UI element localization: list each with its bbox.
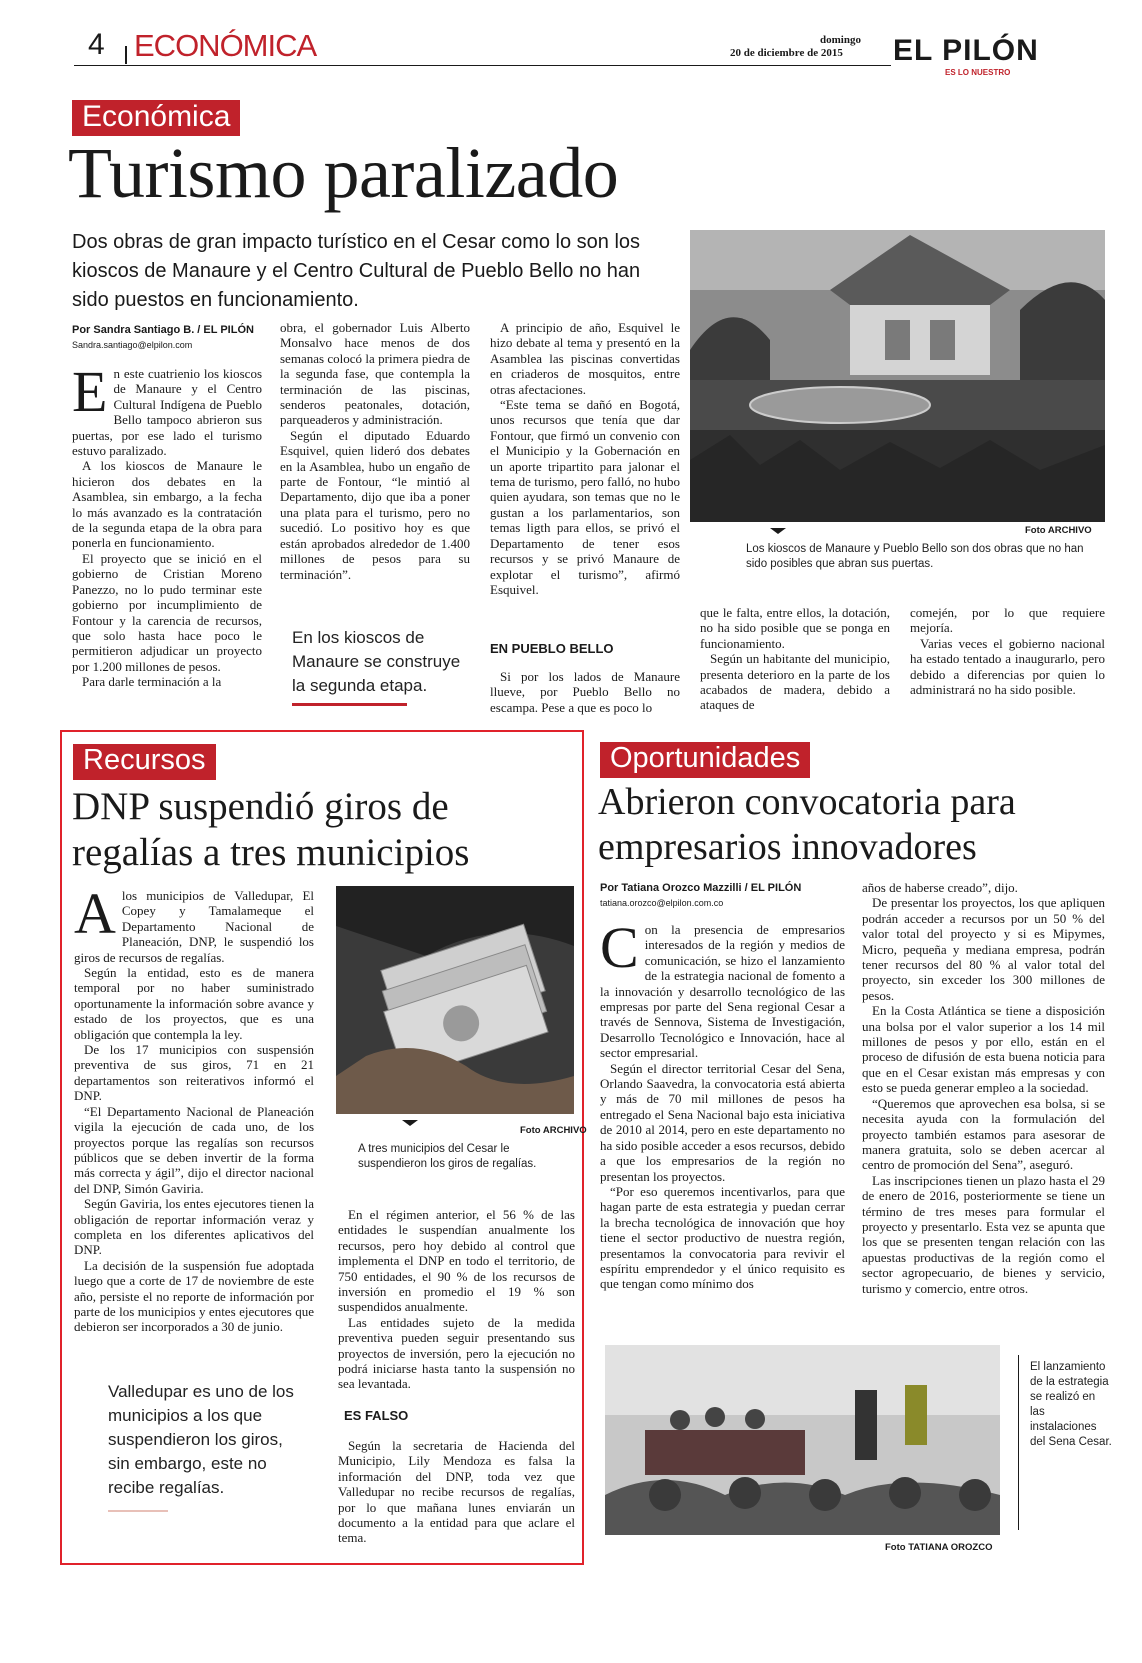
convocatoria-col-2 [862,880,1105,1296]
dnp-col-2b [338,1438,575,1546]
para: Según el director territorial Cesar del Sena, Orlando Saavedra, la convocatoria está abierta y más de 70 mil millones de pesos ha entregado el Sena Nacional bajo esta iniciativa de 2010 al 2014, pero en este departamento no ha sido posible acceder a esos recursos, debido a que los empresarios de la región no presentan los proyectos. [600,1060,845,1184]
para: comején, por lo que requiere mejoría. [910,605,1105,636]
turismo-col-2 [280,320,470,582]
dnp-col-1 [74,881,314,1335]
photo-credit-dinero: Foto ARCHIVO [520,1125,587,1136]
header-date: 20 de diciembre de 2015 [730,47,843,59]
brand-tagline: ES LO NUESTRO [945,68,1011,77]
page-header [0,0,1142,80]
para: Según un habitante del municipio, presenta deterioro en la parte de los acabados de madera, debido a ataques de [700,651,890,713]
chevron-down-icon [770,528,786,534]
photo-kiosco [690,230,1105,522]
para: Las inscripciones tienen un plazo hasta el 29 de enero de 2016, posteriormente se tiene un término de tres meses para formular el proyecto y presentarlo. Esta vez se apunta que los que se presenten tengan relación con las apuestas productivas de la región como el sector agropecuario, de bienes y servicio, turismo y comercio, entre otros. [862,1172,1105,1296]
para: Según la secretaria de Hacienda del Municipio, Lily Mendoza es falsa la información del DNP, toda vez que Valledupar no recibe recursos de regalías, por lo que mañana lunes enviarán un documento a la entidad para que aclare el tema. [338,1438,575,1546]
para: “Queremos que aprovechen esa bolsa, si se necesita ayuda con la formulación del proyecto también estamos para asesorar de manera gratuita, solo se deben acercar al centro de promoción del Sena”, aseguró. [862,1095,1105,1173]
para: “Este tema se dañó en Bogotá, unos recursos que tenía que dar Fontour, que firmó un convenio con el Municipio y la Gobernación en un aporte tripartito para jalonar el tema de turismo, pero falló, no hubo quien ayudara, son temas que no le gustan a los parlamentarios, son temas ligth para ellos, se privó el Departamento de tener esos recursos y se privó Manaure de explotar el turismo”, afirmó Esquivel. [490,397,680,597]
turismo-col-1 [72,359,262,690]
para: Según el diputado Eduardo Esquivel, quien lideró dos debates en la Asamblea, hubo un engaño de parte de Fontour, “le mintió al Departamento, dijo que iba a poner una plata para el turismo, pero no sucedió. Lo positivo hoy es que están aprobados alrededor de 1.400 millones de pesos para su terminación”. [280,427,470,582]
para: Según la entidad, esto es de manera temporal por no haber suministrado oportunamente la información sobre avance y estado de los proyectos, que es una obligación que contempla la ley. [74,965,314,1042]
para: De los 17 municipios con suspensión preventiva de sus giros, 71 en 21 departamentos son reiterativos informó el DNP. [74,1042,314,1104]
para: Para darle terminación a la [82,674,222,690]
para: La decisión de la suspensión fue adoptada luego que a corte de 17 de noviembre de este año, persiste el no reporte de información por parte de los municipios y entes ejecutores que debieron ser incorporados a 30 de junio. [74,1257,314,1335]
email-tatiana: tatiana.orozco@elpilon.com.co [600,898,724,908]
brand-logo: EL PILÓN [893,34,1039,67]
section-tag-economica: Económica [72,100,240,136]
section-tag-recursos: Recursos [73,744,216,780]
subhead-pueblo-bello: EN PUEBLO BELLO [490,641,614,656]
byline-sandra: Por Sandra Santiago B. / EL PILÓN [72,324,254,336]
photo-sena-divider [1018,1355,1019,1530]
para: En el régimen anterior, el 56 % de las entidades le suspendían anualmente los recursos, pero hoy debido al control que implementa el DNP en todo el territorio, de 750 entidades, el 90 % de los recursos de inversión en promedio el 19 % son suspendidos anualmente. [338,1207,575,1315]
chevron-down-icon [402,1120,418,1126]
header-divider-mark [125,46,127,64]
kiosco-illustration [690,230,1105,522]
pullquote-manaure: En los kioscos de Manaure se construye la segunda etapa. [292,628,461,695]
dnp-col-2 [338,1207,575,1392]
pullquote-valledupar: Valledupar es uno de los municipios a los que suspendieron los giros, sin embargo, este no recibe regalías. [108,1382,294,1497]
para: Varias veces el gobierno nacional ha estado tentado a inaugurarlo, pero debido a diferencias por quien lo administrará no ha sido posible. [910,635,1105,698]
para: años de haberse creado”, dijo. [862,880,1018,895]
dropcap-a: A [74,881,116,946]
headline-convocatoria: Abrieron convocatoria para empresarios innovadores [598,781,1016,868]
para: A principio de año, Esquivel le hizo debate al tema y presentó en la Asamblea las piscinas convertidas en criaderos de mosquitos, entre otras afectaciones. [490,320,680,397]
para: A los kioscos de Manaure le hicieron dos debates en la Asamblea, sin embargo, a la fecha lo más avanzado es la contratación de la segunda etapa de la obra para ponerla en funcionamiento. [72,458,262,551]
para: “El Departamento Nacional de Planeación vigila la ejecución de cada uno, de los proyectos porque las regalías son recursos públicos que se deben invertir de la forma más correcta y ágil”, dijo el director nacional del DNP, Simón Gaviria. [74,1103,314,1196]
pullquote-underline [108,1510,168,1512]
para: n este cuatrienio los kioscos de Manaure y el Centro Cultural Indígena de Pueblo Bello tampoco abrieron sus puertas, por ese lado el turismo estuvo paralizado. [72,366,262,459]
para: Según Gaviria, los entes ejecutores tienen la obligación de reportar información veraz y completa en los diferentes aplicativos del DNP. [74,1196,314,1258]
para: Si por los lados de Manaure llueve, por Pueblo Bello no escampa. Pese a que es poco lo [490,669,680,715]
section-tag-oportunidades: Oportunidades [600,742,810,778]
turismo-col-3 [490,320,680,597]
para: Las entidades sujeto de la medida preventiva pueden seguir presentando sus proyectos de inversión, pero la ejecución no podrá iniciarse hasta tanto la suspensión no sea levantada. [338,1314,575,1392]
para: obra, el gobernador Luis Alberto Monsalvo hace menos de dos semanas colocó la primera piedra de la segunda fase, que contempla la terminación de las piscinas, senderos peatonales, dotación, parqueaderos y administración. [280,320,470,428]
photo-credit-kiosco: Foto ARCHIVO [1025,525,1092,536]
dropcap-e: E [72,359,108,424]
convocatoria-col-1 [600,915,845,1292]
deck-turismo: Dos obras de gran impacto turístico en el Cesar como lo son los kioscos de Manaure y el Centro Cultural de Pueblo Bello no han sido puestos en funcionamiento. [72,231,641,311]
turismo-col-4 [700,605,890,713]
headline-dnp: DNP suspendió giros de regalías a tres municipios [72,785,470,874]
header-rule [74,65,891,66]
turismo-col-3b [490,669,680,715]
page-number: 4 [88,28,105,61]
para: El proyecto que se inició en el gobierno de Cristian Moreno Panezzo, no lo pudo terminar este gobierno por incumplimiento de Fontour y la carencia de recursos, que solo hasta hace poco le permitieron adjudicar un proyecto por 1.200 millones de pesos. [72,550,262,674]
headline-turismo: Turismo paralizado [68,133,619,213]
photo-dinero [336,886,574,1114]
section-title: ECONÓMICA [134,28,317,63]
para: que le falta, entre ellos, la dotación, no ha sido posible que se ponga en funcionamiento. [700,605,890,651]
dropcap-c: C [600,915,639,980]
para: De presentar los proyectos, los que apliquen podrán acceder a recursos por un 50 % del valor total del proyecto y si es Mipymes, Micro, pequeña y mediana empresa, podrán tener recursos del 80 % al valor total del proyecto, sin exceder los 300 millones de pesos. [862,895,1105,1003]
sena-illustration [605,1345,1000,1535]
money-illustration [336,886,574,1114]
byline-tatiana: Por Tatiana Orozco Mazzilli / EL PILÓN [600,882,802,894]
email-sandra: Sandra.santiago@elpilon.com [72,340,193,350]
caption-dinero: A tres municipios del Cesar le suspendieron los giros de regalías. [358,1143,537,1170]
header-day: domingo [820,34,861,46]
para: “Por eso queremos incentivarlos, para que hagan parte de esta estrategia y puedan cerrar la brecha tecnológica de innovación que hoy tiene el sector productivo de nuestra región, presentamos la convocatoria para revivir el espíritu emprendedor y el único requisito es que tengan como mínimo dos [600,1183,845,1292]
para: on la presencia de empresarios interesados de la región y medios de comunicación, se hizo el lanzamiento de la estrategia nacional de fomento a la innovación y desarrollo tecnológico de las empresas por parte del Sena regional Cesar a través de Sennova, Sistema de Investigación, Desarrollo Tecnológico e Innovación, hace al sector empresarial. [600,922,845,1061]
photo-sena [605,1345,1000,1535]
turismo-col-5 [910,605,1105,697]
pullquote-underline [292,703,407,706]
photo-credit-sena: Foto TATIANA OROZCO [885,1542,993,1553]
subhead-es-falso: ES FALSO [344,1408,409,1423]
caption-sena: El lanzamiento de la estrategia se realizó en las instalaciones del Sena Cesar. [1030,1361,1112,1448]
caption-kiosco: Los kioscos de Manaure y Pueblo Bello son dos obras que no han sido posibles que abran sus puertas. [746,543,1084,570]
para: En la Costa Atlántica se tiene a disposición una bolsa por el valor superior a los 14 mil millones de pesos y por ello, están en el proceso de difusión de esta buena noticia para que en el Cesar existan más empresas y con esto se pueda generar empleo a la sociedad. [862,1003,1105,1096]
para: los municipios de Valledupar, El Copey y Tamalameque el Departamento Nacional de Planeación, DNP, le suspendió los giros de recursos de regalías. [74,888,314,965]
